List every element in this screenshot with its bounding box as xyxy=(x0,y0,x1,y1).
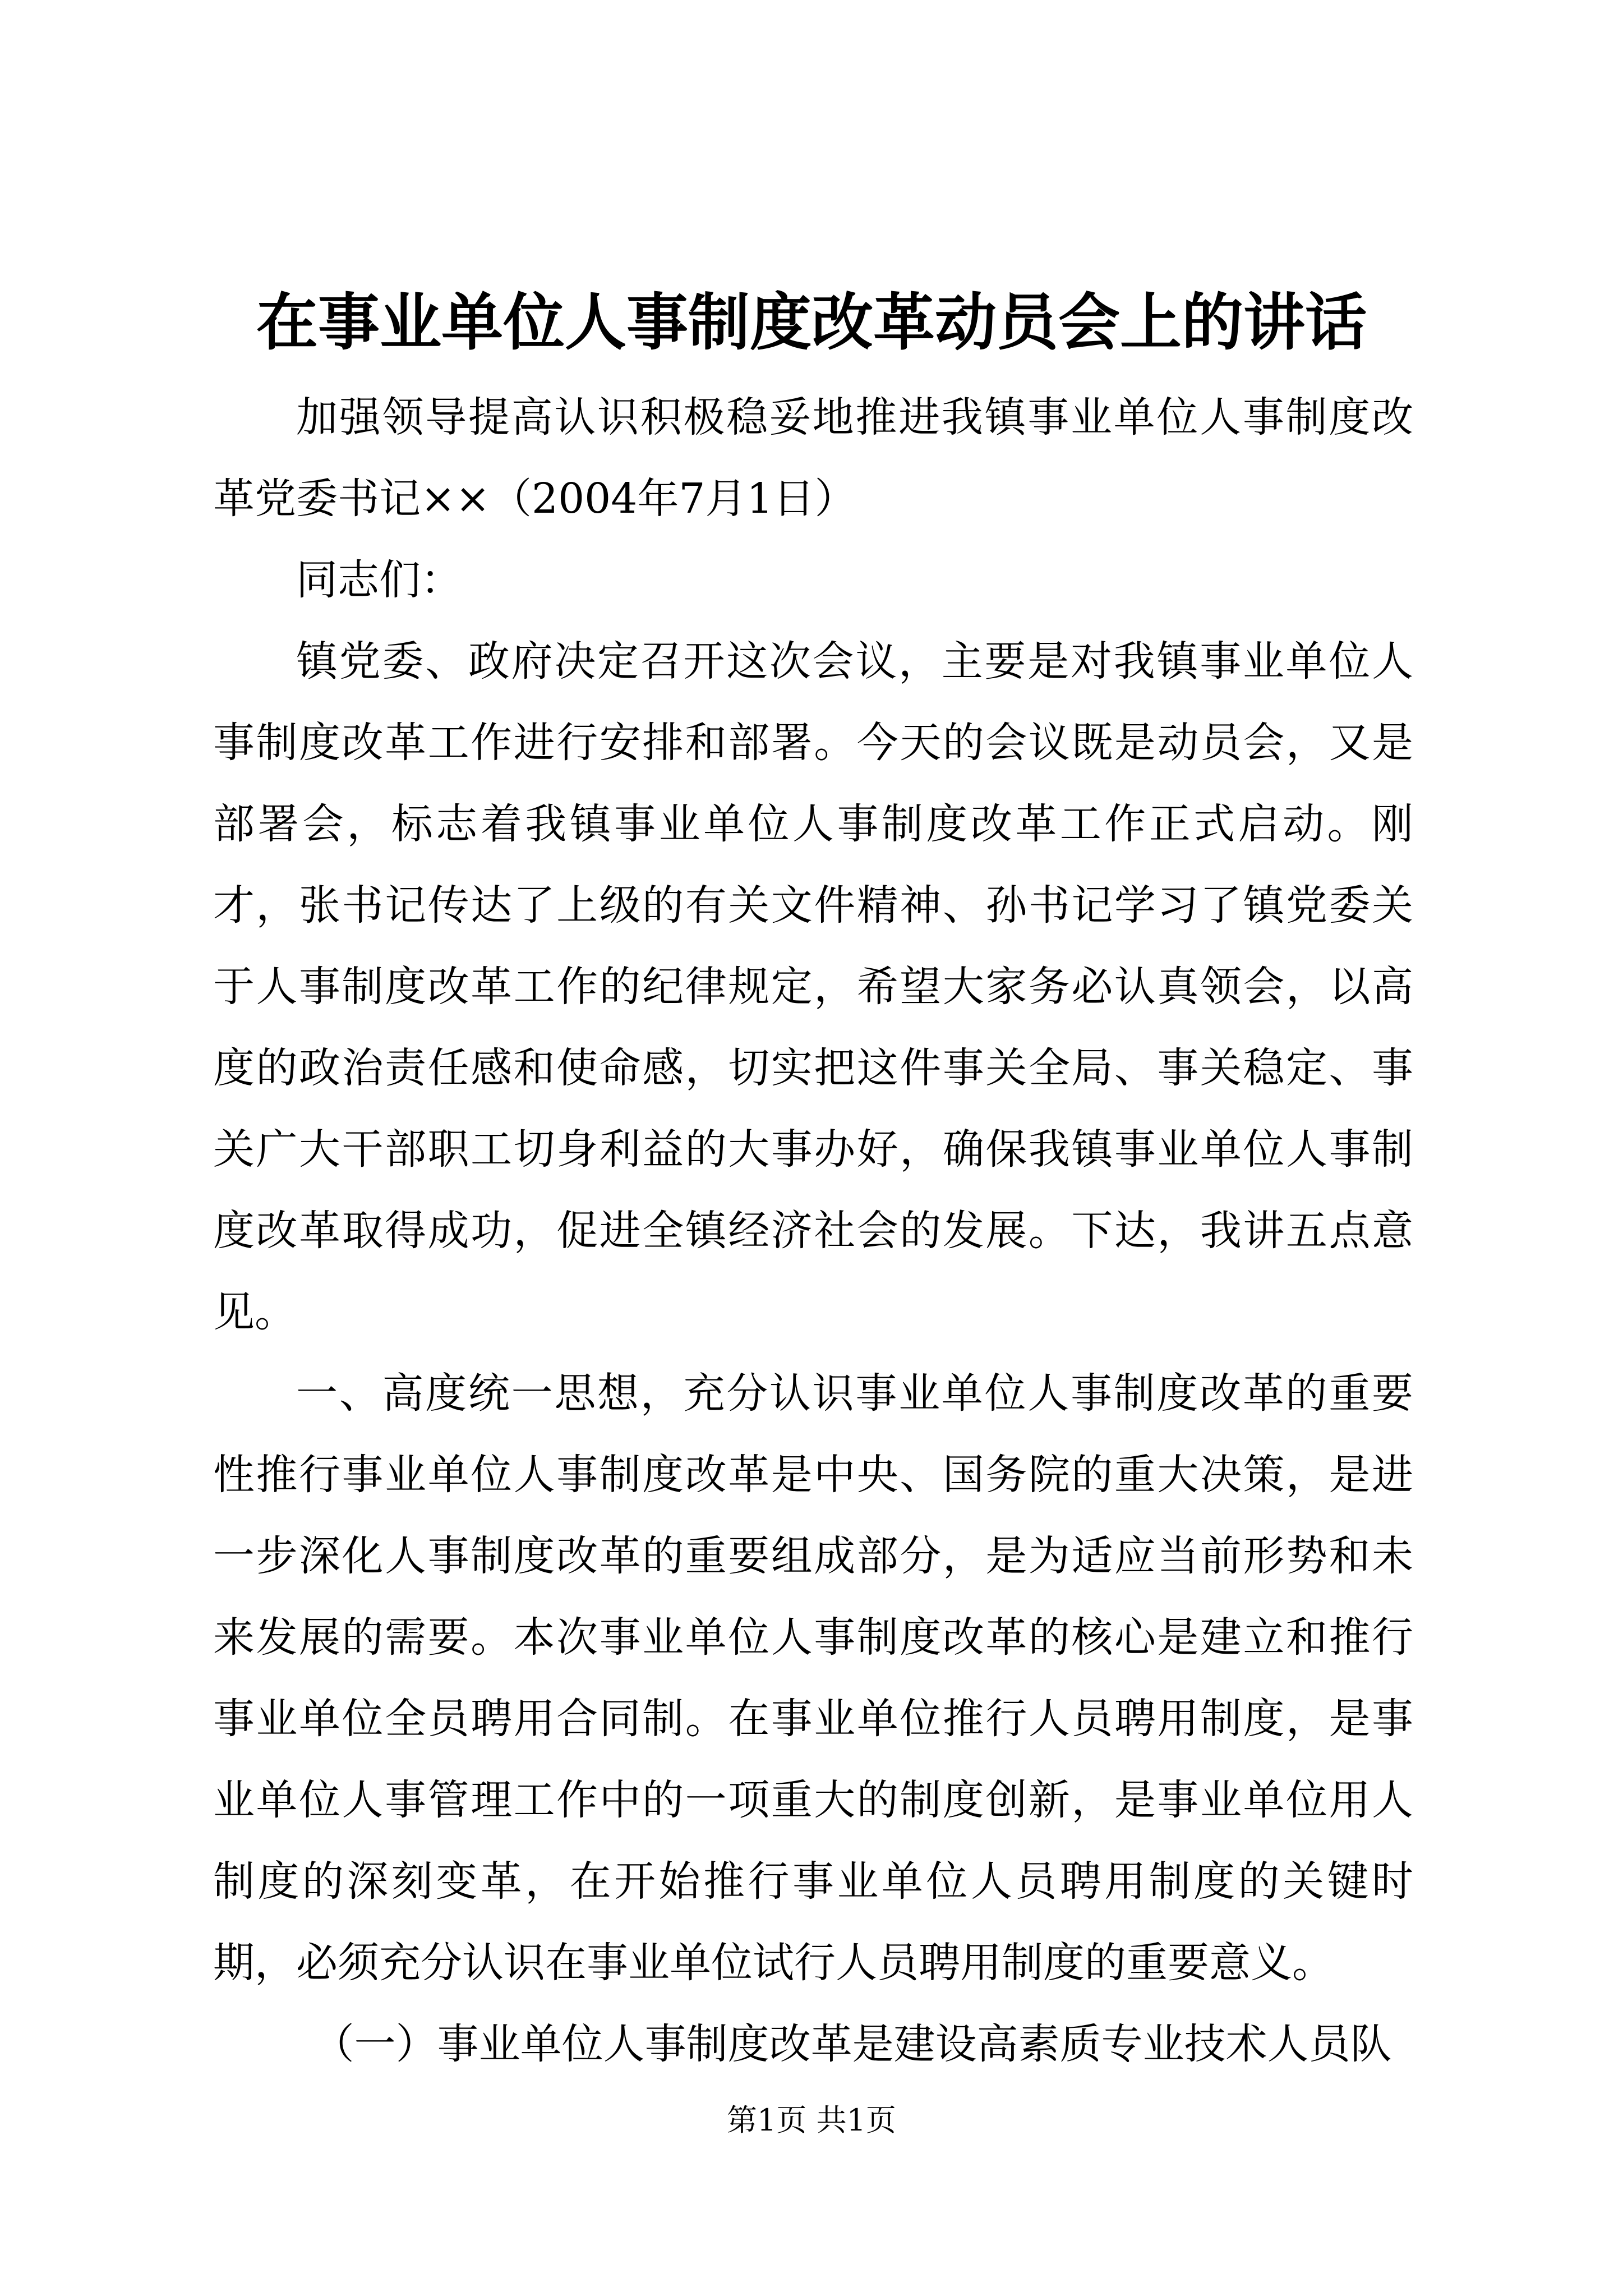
document-title: 在事业单位人事制度改革动员会上的讲话 xyxy=(256,286,1367,358)
subtitle-paragraph: 加强领导提高认识积极稳妥地推进我镇事业单位人事制度改革党委书记××（2004年7月1日） xyxy=(213,393,1413,523)
section-one-paragraph: 一、高度统一思想，充分认识事业单位人事制度改革的重要性推行事业单位人事制度改革是中央、国务院的重大决策，是进一步深化人事制度改革的重要组成部分，是为适应当前形势和未来发展的需要。本次事业单位人事制度改革的核心是建立和推行事业单位全员聘用合同制。在事业单位推行人员聘用制度，是事业单位人事管理工作中的一项重大的制度创新，是事业单位用人制度的深刻变革，在开始推行事业单位人员聘用制度的关键时期，必须充分认识在事业单位试行人员聘用制度的重要意义。 xyxy=(213,1369,1413,1987)
salutation-paragraph: 同志们： xyxy=(296,556,462,604)
intro-paragraph: 镇党委、政府决定召开这次会议，主要是对我镇事业单位人事制度改革工作进行安排和部署。今天的会议既是动员会，又是部署会，标志着我镇事业单位人事制度改革工作正式启动。刚才，张书记传达了上级的有关文件精神、孙书记学习了镇党委关于人事制度改革工作的纪律规定，希望大家务必认真领会，以高度的政治责任感和使命感，切实把这件事关全局、事关稳定、事关广大干部职工切身利益的大事办好，确保我镇事业单位人事制度改革取得成功，促进全镇经济社会的发展。下达，我讲五点意见。 xyxy=(213,637,1413,1336)
document-body xyxy=(213,377,1413,2085)
page-footer: 第1页 共1页 xyxy=(727,2102,896,2138)
subsection-one-paragraph: （一）事业单位人事制度改革是建设高素质专业技术人员队 xyxy=(312,2020,1392,2068)
